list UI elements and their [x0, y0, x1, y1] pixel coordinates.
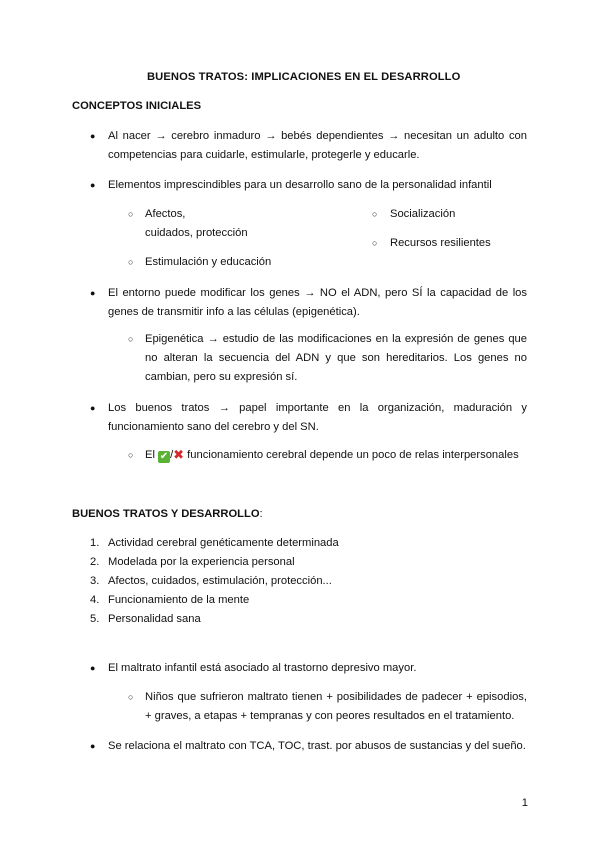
circle-bullet-icon: ○	[128, 334, 134, 344]
cross-mark-icon: ✖	[173, 447, 185, 462]
list-item: Elementos imprescindibles para un desarrollo sano de la personalidad infantil	[108, 179, 492, 191]
circle-bullet-icon: ○	[128, 450, 134, 460]
heading-colon: :	[259, 508, 263, 520]
numbered-list-item: Funcionamiento de la mente	[108, 594, 250, 606]
numbered-list-item: Actividad cerebral genéticamente determinada	[108, 537, 339, 549]
sub-item-prefix: El	[145, 449, 155, 461]
list-number: 3.	[90, 575, 100, 587]
circle-bullet-icon: ○	[372, 238, 378, 248]
sub-list-item: Epigenética → estudio de las modificaciones en la expresión de genes que no alteran la secuencia del ADN y que son hereditarios. Los genes no cambian, pero su expresión sí.	[145, 333, 527, 383]
sub-list-item: Socialización	[390, 208, 456, 220]
bullet-icon: ●	[90, 131, 96, 141]
sub-list-item	[145, 446, 535, 465]
bullet-icon: ●	[90, 180, 96, 190]
bullet-icon: ●	[90, 288, 96, 298]
circle-bullet-icon: ○	[128, 209, 134, 219]
check-mark-icon: ✔	[159, 451, 169, 462]
sub-list-item: Recursos resilientes	[390, 237, 491, 249]
page-number: 1	[521, 797, 528, 809]
sub-list-item: Afectos, cuidados, protección	[145, 208, 248, 239]
numbered-list-item: Personalidad sana	[108, 613, 201, 625]
list-number: 2.	[90, 556, 100, 568]
sub-item-rest: funcionamiento cerebral depende un poco de relas interpersonales	[184, 449, 519, 461]
list-item: El maltrato infantil está asociado al trastorno depresivo mayor.	[108, 662, 417, 674]
list-item: Al nacer → cerebro inmaduro → bebés dependientes → necesitan un adulto con competencias para cuidarle, estimularle, protegerle y educarle.	[108, 130, 527, 161]
list-number: 5.	[90, 613, 100, 625]
list-item: Los buenos tratos → papel importante en la organización, maduración y funcionamiento sano del cerebro y del SN.	[108, 402, 527, 433]
circle-bullet-icon: ○	[128, 257, 134, 267]
section-heading-conceptos: CONCEPTOS INICIALES	[72, 100, 202, 112]
numbered-list-item: Modelada por la experiencia personal	[108, 556, 295, 568]
numbered-list-item: Afectos, cuidados, estimulación, protección...	[108, 575, 332, 587]
list-number: 1.	[90, 537, 100, 549]
sub-list-item: Niños que sufrieron maltrato tienen + posibilidades de padecer + episodios, + graves, a etapas + tempranas y con peores resultados en el tratamiento.	[145, 691, 527, 722]
document-title: BUENOS TRATOS: IMPLICACIONES EN EL DESARROLLO	[147, 71, 461, 83]
bullet-icon: ●	[90, 403, 96, 413]
list-number: 4.	[90, 594, 100, 606]
section-heading-buenos-tratos	[72, 505, 263, 524]
slash-text: /	[170, 449, 174, 461]
list-item: El entorno puede modificar los genes → NO el ADN, pero SÍ la capacidad de los genes de transmitir info a las células (epigenética).	[108, 287, 527, 318]
circle-bullet-icon: ○	[128, 692, 134, 702]
list-item: Se relaciona el maltrato con TCA, TOC, trast. por abusos de sustancias y del sueño.	[108, 740, 526, 752]
section-heading-text: BUENOS TRATOS Y DESARROLLO	[72, 508, 260, 520]
circle-bullet-icon: ○	[372, 209, 378, 219]
sub-list-item: Estimulación y educación	[145, 256, 272, 268]
bullet-icon: ●	[90, 741, 96, 751]
bullet-icon: ●	[90, 663, 96, 673]
